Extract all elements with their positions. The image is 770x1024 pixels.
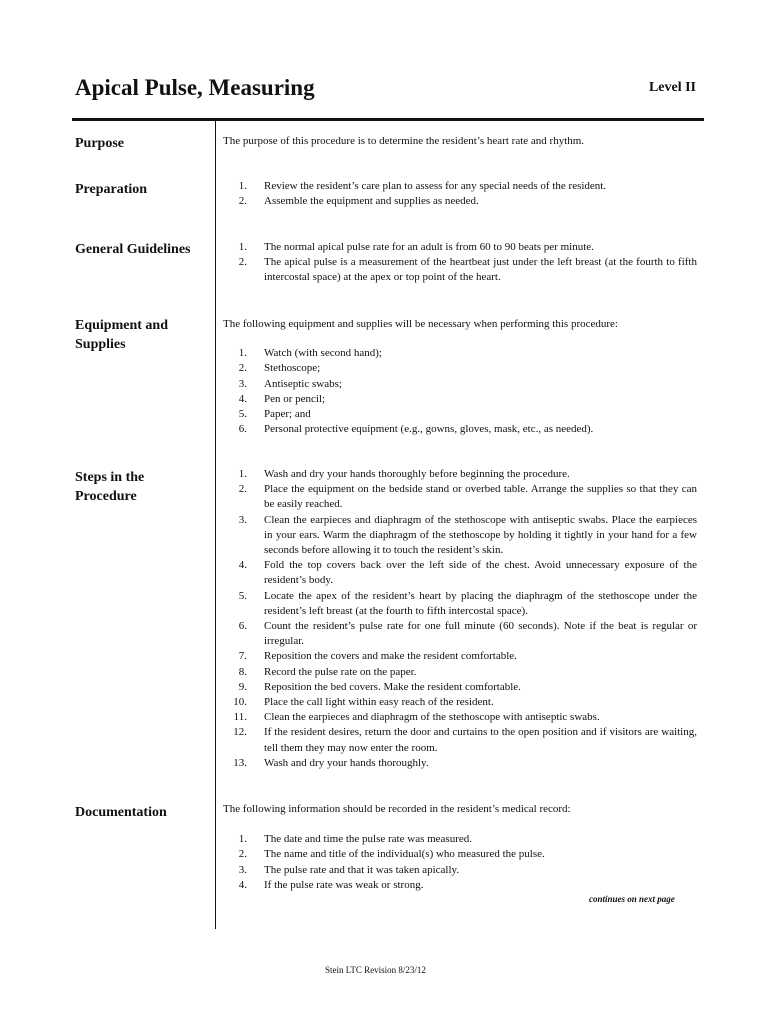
list-item-text: Fold the top covers back over the left side of the chest. Avoid unnecessary exposure of the resident’s body. [264, 559, 697, 587]
list-item [223, 680, 697, 695]
list-item [223, 649, 697, 664]
list-item [223, 513, 697, 559]
list-item-text: Locate the apex of the resident’s heart by placing the diaphragm of the stethoscope under the resident’s left breast (at the fourth to fifth intercostal space). [264, 589, 697, 617]
section-label-preparation: Preparation [75, 182, 148, 197]
list-item [223, 194, 697, 209]
list-item-text: Personal protective equipment (e.g., gowns, gloves, mask, etc., as needed). [264, 423, 594, 436]
list-item-text: Watch (with second hand); [264, 347, 382, 360]
steps-content [223, 467, 697, 771]
list-item [223, 847, 697, 862]
preparation-content [223, 179, 697, 209]
list-item-number: 1. [238, 241, 247, 253]
list-item-text: Clean the earpieces and diaphragm of the stethoscope with antiseptic swabs. [264, 711, 600, 724]
list-item-text: The apical pulse is a measurement of the heartbeat just under the left breast (at the fourth to fifth intercostal space) at the apex or top point of the heart. [264, 256, 697, 284]
list-item [223, 467, 697, 482]
list-item [223, 619, 697, 649]
list-item-text: Stethoscope; [264, 362, 321, 375]
list-item-text: Clean the earpieces and diaphragm of the stethoscope with antiseptic swabs. Place the earpieces in your ears. Warm the diaphragm of the stethoscope by holding it tightly in your hand for a few seconds before allowing it to touch the resident’s skin. [264, 513, 697, 557]
list-item-number: 2. [238, 256, 247, 269]
documentation-list [223, 832, 697, 893]
equipment-intro: The following equipment and supplies will be necessary when performing this procedure: [223, 318, 618, 330]
list-item-text: The normal apical pulse rate for an adult is from 60 to 90 beats per minute. [264, 241, 594, 253]
purpose-content [223, 134, 697, 149]
list-item [223, 589, 697, 619]
list-item-number: 4. [238, 559, 247, 572]
list-item-text: If the resident desires, return the door and curtains to the open position and if visitors are waiting, tell them they may now enter the room. [264, 726, 697, 754]
list-item-number: 7. [238, 650, 247, 663]
list-item [223, 695, 697, 710]
list-item-text: Place the equipment on the bedside stand or overbed table. Arrange the supplies so that they can be easily reached. [264, 483, 697, 511]
column-divider [215, 121, 216, 929]
list-item-text: Review the resident’s care plan to assess for any special needs of the resident. [264, 180, 607, 192]
equipment-label-line1: Equipment and [75, 318, 168, 333]
preparation-list [223, 179, 697, 209]
list-item-number: 2. [238, 195, 247, 208]
page-footer: Stein LTC Revision 8/23/12 [325, 965, 426, 975]
list-item-text: Count the resident’s pulse rate for one full minute (60 seconds). Note if the beat is regular or irregular. [264, 620, 697, 648]
list-item-number: 8. [238, 665, 247, 678]
list-item [223, 346, 697, 361]
list-item-number: 2. [238, 848, 247, 861]
list-item [223, 240, 697, 255]
list-item [223, 878, 697, 893]
list-item-number: 6. [238, 423, 247, 436]
list-item-text: Antiseptic swabs; [264, 377, 342, 390]
list-item-number: 5. [238, 589, 247, 602]
list-item-text: Wash and dry your hands thoroughly. [264, 756, 429, 769]
purpose-text: The purpose of this procedure is to determine the resident’s heart rate and rhythm. [223, 135, 585, 147]
list-item-number: 3. [238, 513, 247, 526]
list-item [223, 832, 697, 847]
section-label-steps [75, 468, 144, 506]
list-item [223, 392, 697, 407]
list-item-number: 10. [233, 696, 247, 709]
list-item-number: 3. [238, 863, 247, 876]
list-item-text: The pulse rate and that it was taken apically. [264, 863, 460, 876]
section-label-equipment [75, 316, 168, 354]
list-item-number: 1. [238, 347, 247, 360]
continues-note: continues on next page [589, 894, 675, 904]
list-item-text: If the pulse rate was weak or strong. [264, 878, 424, 891]
level-badge: Level II [648, 80, 696, 95]
list-item [223, 255, 697, 285]
list-item-number: 6. [238, 620, 247, 633]
list-item-text: Assemble the equipment and supplies as needed. [264, 195, 479, 208]
documentation-content [223, 802, 697, 893]
section-label-purpose: Purpose [75, 136, 124, 151]
list-item-number: 1. [238, 468, 247, 480]
equipment-label-line2: Supplies [75, 337, 126, 352]
steps-label-line1: Steps in the [75, 470, 145, 485]
steps-list [223, 467, 697, 771]
list-item-number: 1. [238, 180, 247, 192]
list-item [223, 665, 697, 680]
list-item [223, 710, 697, 725]
list-item [223, 482, 697, 512]
section-label-documentation: Documentation [75, 805, 167, 820]
list-item-number: 2. [238, 483, 247, 496]
list-item-number: 13. [233, 756, 247, 769]
list-item-number: 11. [233, 711, 247, 724]
list-item [223, 756, 697, 771]
list-item [223, 422, 697, 437]
list-item-number: 2. [238, 362, 247, 375]
list-item-text: Pen or pencil; [264, 392, 326, 405]
list-item-number: 4. [238, 392, 247, 405]
list-item-text: The name and title of the individual(s) who measured the pulse. [264, 848, 545, 861]
list-item-text: Record the pulse rate on the paper. [264, 665, 417, 678]
list-item-number: 1. [238, 833, 247, 846]
list-item-number: 3. [238, 377, 247, 390]
list-item-number: 12. [233, 726, 247, 739]
list-item [223, 377, 697, 392]
list-item [223, 361, 697, 376]
list-item-text: Place the call light within easy reach of the resident. [264, 696, 494, 709]
list-item-text: Reposition the bed covers. Make the resident comfortable. [264, 680, 521, 693]
list-item [223, 407, 697, 422]
list-item-text: Wash and dry your hands thoroughly before beginning the procedure. [264, 468, 570, 480]
list-item-text: Reposition the covers and make the resident comfortable. [264, 650, 517, 663]
list-item [223, 179, 697, 194]
page-title: Apical Pulse, Measuring [75, 75, 315, 100]
list-item [223, 558, 697, 588]
section-label-guidelines: General Guidelines [75, 242, 191, 257]
guidelines-list [223, 240, 697, 286]
list-item [223, 863, 697, 878]
equipment-content [223, 317, 697, 437]
header-rule [72, 118, 704, 121]
guidelines-content [223, 240, 697, 286]
documentation-intro: The following information should be recorded in the resident’s medical record: [223, 803, 571, 815]
list-item [223, 725, 697, 755]
list-item-text: Paper; and [264, 408, 311, 421]
equipment-list [223, 346, 697, 437]
list-item-number: 9. [238, 680, 247, 693]
list-item-number: 4. [238, 878, 247, 891]
steps-label-line2: Procedure [75, 489, 137, 504]
list-item-text: The date and time the pulse rate was measured. [264, 833, 473, 846]
list-item-number: 5. [238, 408, 247, 421]
